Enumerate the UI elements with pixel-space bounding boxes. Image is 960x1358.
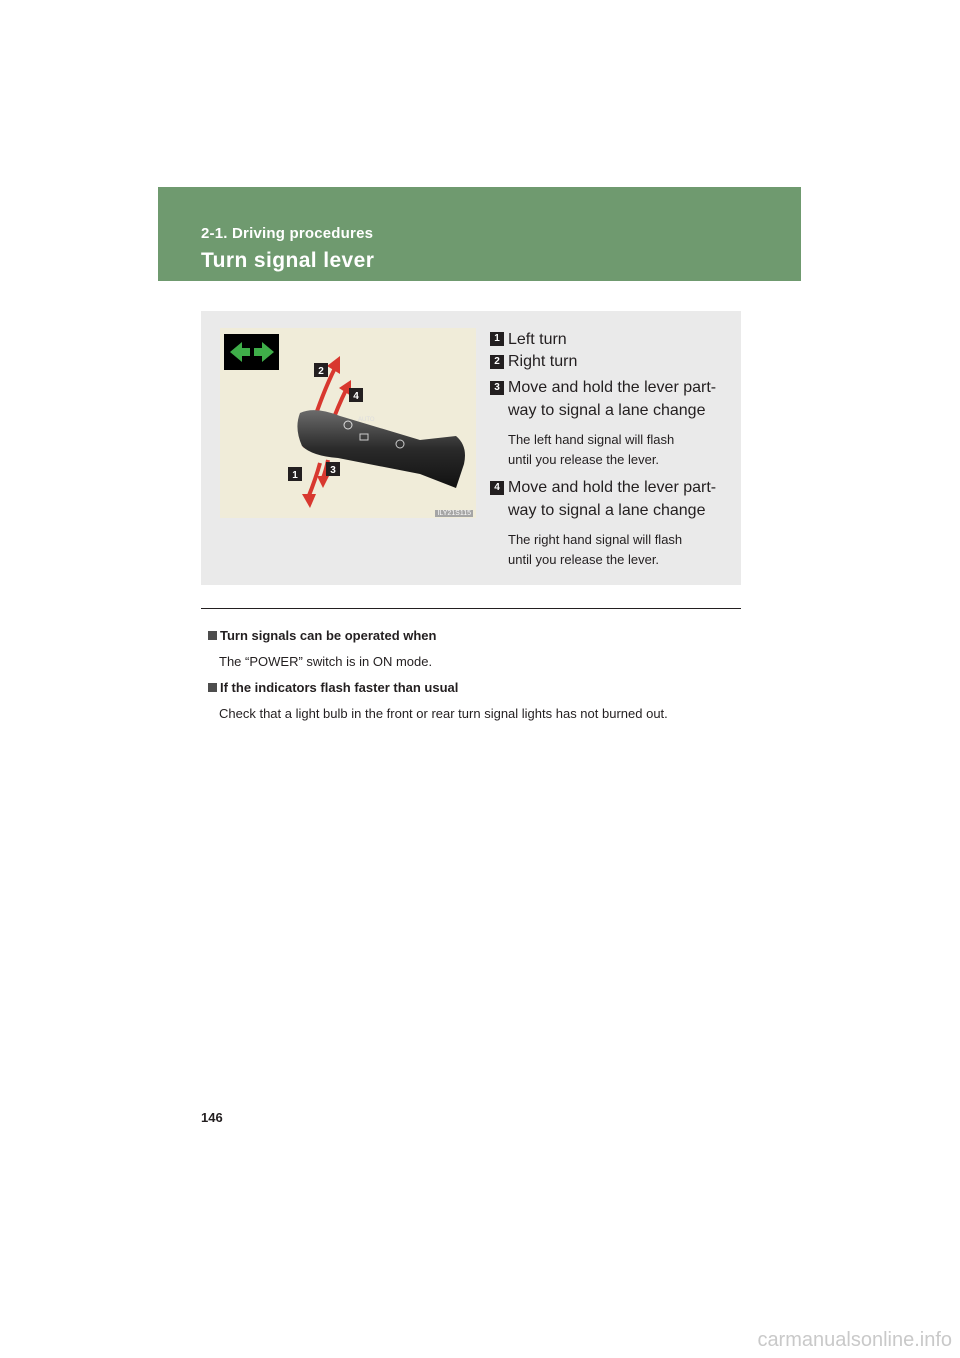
step-number-badge: 2 [490, 355, 504, 369]
arrow-down-full-head [302, 494, 316, 508]
svg-text:3: 3 [330, 465, 336, 476]
arrow-down-partial-head [317, 476, 329, 488]
step-number-badge: 3 [490, 381, 504, 395]
info-text-fast-flash: Check that a light bulb in the front or rear turn signal lights has not burned out. [219, 706, 668, 721]
info-text-operation: The “POWER” switch is in ON mode. [219, 654, 433, 669]
step-note-line1: The left hand signal will flash [508, 432, 675, 447]
info-heading-fast-flash [208, 680, 458, 695]
turn-signal-lever-illustration [220, 328, 476, 518]
lever-drawing [220, 328, 476, 518]
section-label: 2-1. Driving procedures [201, 225, 374, 242]
figure-panel [201, 311, 741, 585]
info-heading-operation [208, 628, 436, 643]
svg-text:4: 4 [353, 391, 359, 402]
step-title-line2: way to signal a lane change [508, 502, 706, 519]
info-heading-text: Turn signals can be operated when [220, 628, 437, 643]
info-heading-text: If the indicators flash faster than usual [220, 680, 459, 695]
step-note-line2: until you release the lever. [508, 452, 660, 467]
step-left-turn [490, 328, 722, 350]
step-lane-change-left [490, 376, 722, 476]
step-note-line1: The right hand signal will flash [508, 532, 683, 547]
watermark: carmanualsonline.info [757, 1329, 952, 1351]
step-title-line1: Move and hold the lever part- [508, 479, 717, 496]
arrow-down-full [308, 463, 320, 498]
bullet-square-icon [208, 683, 217, 692]
step-title: Left turn [508, 331, 567, 348]
section-divider [201, 608, 741, 609]
step-lane-change-right [490, 476, 722, 576]
step-right-turn [490, 350, 722, 374]
lever-auto-label: AUTO [358, 417, 375, 423]
section-header [158, 187, 801, 281]
bullet-square-icon [208, 631, 217, 640]
page-title: Turn signal lever [201, 249, 375, 272]
svg-text:1: 1 [292, 470, 298, 481]
step-title-line2: way to signal a lane change [508, 402, 706, 419]
step-title-line1: Move and hold the lever part- [508, 379, 717, 396]
step-note-line2: until you release the lever. [508, 552, 660, 567]
step-number-badge: 4 [490, 481, 504, 495]
svg-text:2: 2 [318, 366, 324, 377]
step-title: Right turn [508, 353, 578, 370]
illustration-code: ILY21S115 [437, 510, 471, 517]
step-number-badge: 1 [490, 332, 504, 346]
page-number: 146 [201, 1110, 223, 1125]
